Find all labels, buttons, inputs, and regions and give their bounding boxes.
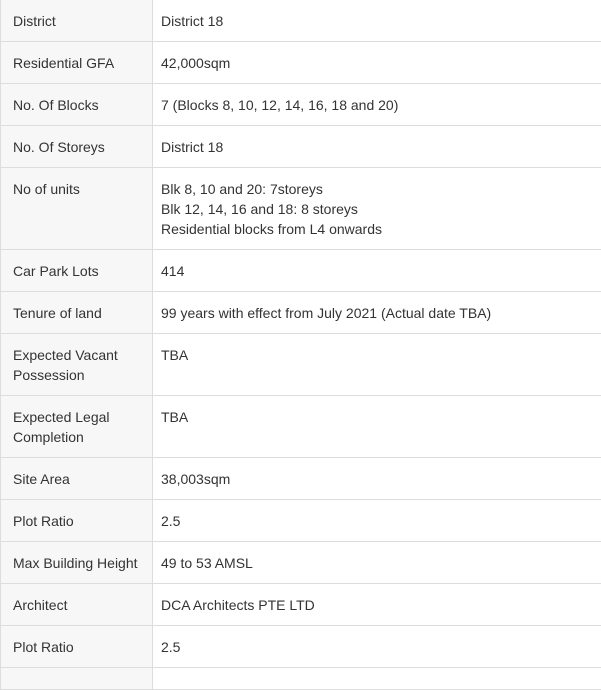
detail-label: No. Of Blocks	[1, 84, 153, 126]
detail-value-line: 2.5	[161, 511, 593, 531]
detail-row	[1, 626, 601, 668]
detail-value-line: Residential blocks from L4 onwards	[161, 219, 593, 239]
detail-value-line: 49 to 53 AMSL	[161, 553, 593, 573]
detail-value	[153, 668, 601, 690]
detail-row	[1, 458, 601, 500]
detail-value-line: 2.5	[161, 637, 593, 657]
detail-row	[1, 396, 601, 458]
detail-value	[153, 126, 601, 168]
detail-value-line: TBA	[161, 345, 593, 365]
detail-value-line: TBA	[161, 407, 593, 427]
detail-value	[153, 250, 601, 292]
detail-row	[1, 500, 601, 542]
detail-label: Tenure of land	[1, 292, 153, 334]
detail-row	[1, 42, 601, 84]
detail-row	[1, 84, 601, 126]
detail-value-line: 7 (Blocks 8, 10, 12, 14, 16, 18 and 20)	[161, 95, 593, 115]
detail-value	[153, 584, 601, 626]
detail-value	[153, 42, 601, 84]
detail-value-line: District 18	[161, 11, 593, 31]
detail-label: Residential GFA	[1, 42, 153, 84]
detail-value-line: DCA Architects PTE LTD	[161, 595, 593, 615]
detail-label: Plot Ratio	[1, 500, 153, 542]
detail-value-line: Blk 8, 10 and 20: 7storeys	[161, 179, 593, 199]
detail-row	[1, 168, 601, 250]
detail-label: Site Area	[1, 458, 153, 500]
detail-value	[153, 292, 601, 334]
detail-value	[153, 626, 601, 668]
project-details-body	[1, 0, 601, 690]
detail-value-line: 99 years with effect from July 2021 (Actual date TBA)	[161, 303, 593, 323]
detail-row	[1, 292, 601, 334]
detail-label: Max Building Height	[1, 542, 153, 584]
detail-value	[153, 84, 601, 126]
detail-value-line: Blk 12, 14, 16 and 18: 8 storeys	[161, 199, 593, 219]
detail-value-line: 38,003sqm	[161, 469, 593, 489]
detail-label: No. Of Storeys	[1, 126, 153, 168]
detail-row	[1, 668, 601, 690]
detail-value	[153, 396, 601, 458]
detail-label: Expected Vacant Possession	[1, 334, 153, 396]
detail-value-line: 42,000sqm	[161, 53, 593, 73]
detail-label: Car Park Lots	[1, 250, 153, 292]
detail-label: District	[1, 0, 153, 42]
detail-label: No of units	[1, 168, 153, 250]
detail-label: Plot Ratio	[1, 626, 153, 668]
detail-row	[1, 334, 601, 396]
detail-value-line: District 18	[161, 137, 593, 157]
detail-row	[1, 542, 601, 584]
detail-value	[153, 168, 601, 250]
detail-value-line: 414	[161, 261, 593, 281]
detail-value	[153, 542, 601, 584]
detail-row	[1, 584, 601, 626]
detail-value	[153, 458, 601, 500]
detail-label: Architect	[1, 584, 153, 626]
detail-row	[1, 250, 601, 292]
detail-value	[153, 0, 601, 42]
detail-value	[153, 500, 601, 542]
detail-value	[153, 334, 601, 396]
detail-label: Expected Legal Completion	[1, 396, 153, 458]
detail-row	[1, 0, 601, 42]
detail-label	[1, 668, 153, 690]
detail-row	[1, 126, 601, 168]
